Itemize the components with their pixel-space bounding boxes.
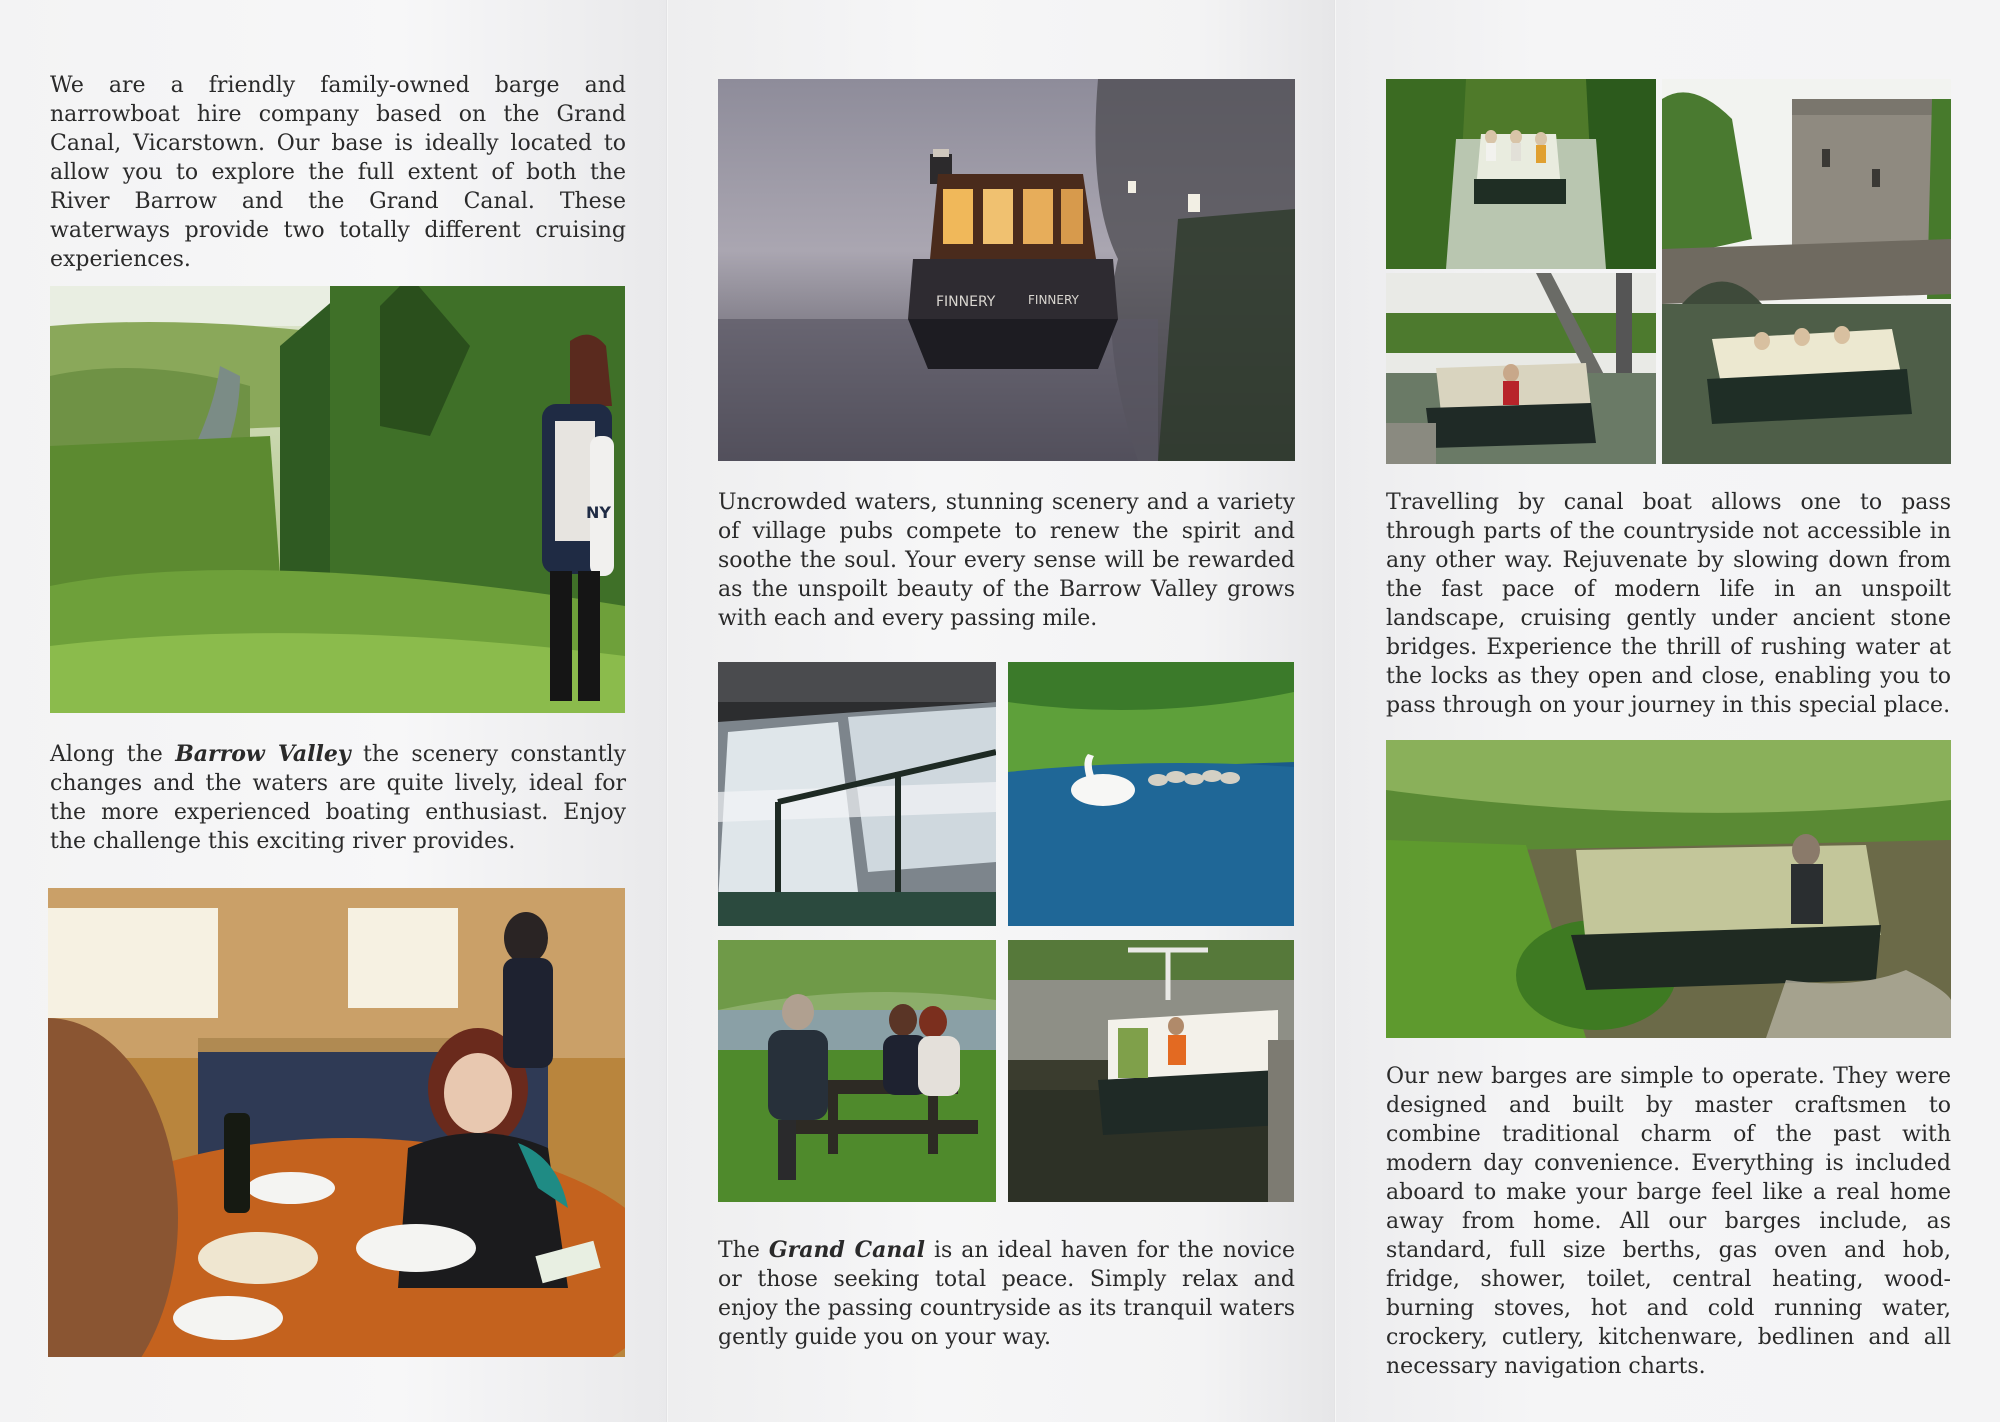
grand-post: is an ideal haven for the novice or those seeking total peace. Simply relax and enjoy the passing countryside as its tranquil waters gently guide you on your way.	[718, 1238, 1296, 1350]
barrow-valley-paragraph	[50, 740, 626, 856]
intro-paragraph: We are a friendly family-owned barge and narrowboat hire company based on the Grand Canal, Vicarstown. Our base is ideally located to allow you to explore the full extent of both the River Barrow and the Grand Canal. These waterways provide two totally different cruising experiences.	[50, 73, 626, 272]
travelling-paragraph: Travelling by canal boat allows one to pass through parts of the countryside not accessible in any other way. Rejuvenate by slowing down from the fast pace of modern life in an unspoilt landscape, cruising gently under ancient stone bridges. Experience the thrill of rushing water at the locks as they open and close, enabling you to pass through on your journey in this special place.	[1386, 490, 1951, 718]
photo-barge-leaving-lock	[1008, 940, 1294, 1202]
photo-lock-gate-boat	[1386, 273, 1656, 464]
photo-barge-interior	[48, 888, 625, 1357]
photo-picnic-table	[718, 940, 996, 1202]
photo-misty-narrowboat	[718, 79, 1295, 461]
grand-pre: The	[718, 1238, 769, 1263]
grand-canal-name: Grand Canal	[768, 1237, 925, 1263]
boat-name-left: FINNERY	[936, 294, 996, 310]
photo-valley-viewpoint	[50, 286, 625, 713]
barrow-post: the scenery constantly changes and the waters are quite lively, ideal for the more experienced boating enthusiast. Enjoy the challenge this exciting river provides.	[50, 742, 627, 854]
boat-name-right: FINNERY	[1028, 293, 1079, 307]
panel-left	[0, 0, 668, 1422]
barrow-valley-name: Barrow Valley	[175, 741, 351, 767]
panel-right	[1336, 0, 2000, 1422]
barges-paragraph: Our new barges are simple to operate. They were designed and built by master craftsmen to combine traditional charm of the past with modern day convenience. Everything is included aboard to make your barge feel like a real home away from home. All our barges include, as standard, full size berths, gas oven and hob, fridge, shower, toilet, central heating, wood-burning stoves, hot and cold running water, crockery, cutlery, kitchenware, bedlinen and all necessary navigation charts.	[1386, 1064, 1951, 1379]
photo-boat-on-canal-crew	[1386, 79, 1656, 269]
photo-lock-waterfall	[718, 662, 996, 926]
jacket-text: NY	[586, 503, 611, 522]
photo-swan-cygnets	[1008, 662, 1294, 926]
uncrowded-paragraph: Uncrowded waters, stunning scenery and a variety of village pubs compete to renew the spirit and soothe the soul. Your every sense will be rewarded as the unspoilt beauty of the Barrow Valley grows with each and every passing mile.	[718, 490, 1295, 631]
barrow-pre: Along the	[50, 742, 176, 767]
panel-middle	[668, 0, 1336, 1422]
grand-canal-paragraph	[718, 1236, 1295, 1352]
photo-barge-cruising	[1386, 740, 1951, 1038]
photo-castle-bridge	[1662, 79, 1951, 464]
